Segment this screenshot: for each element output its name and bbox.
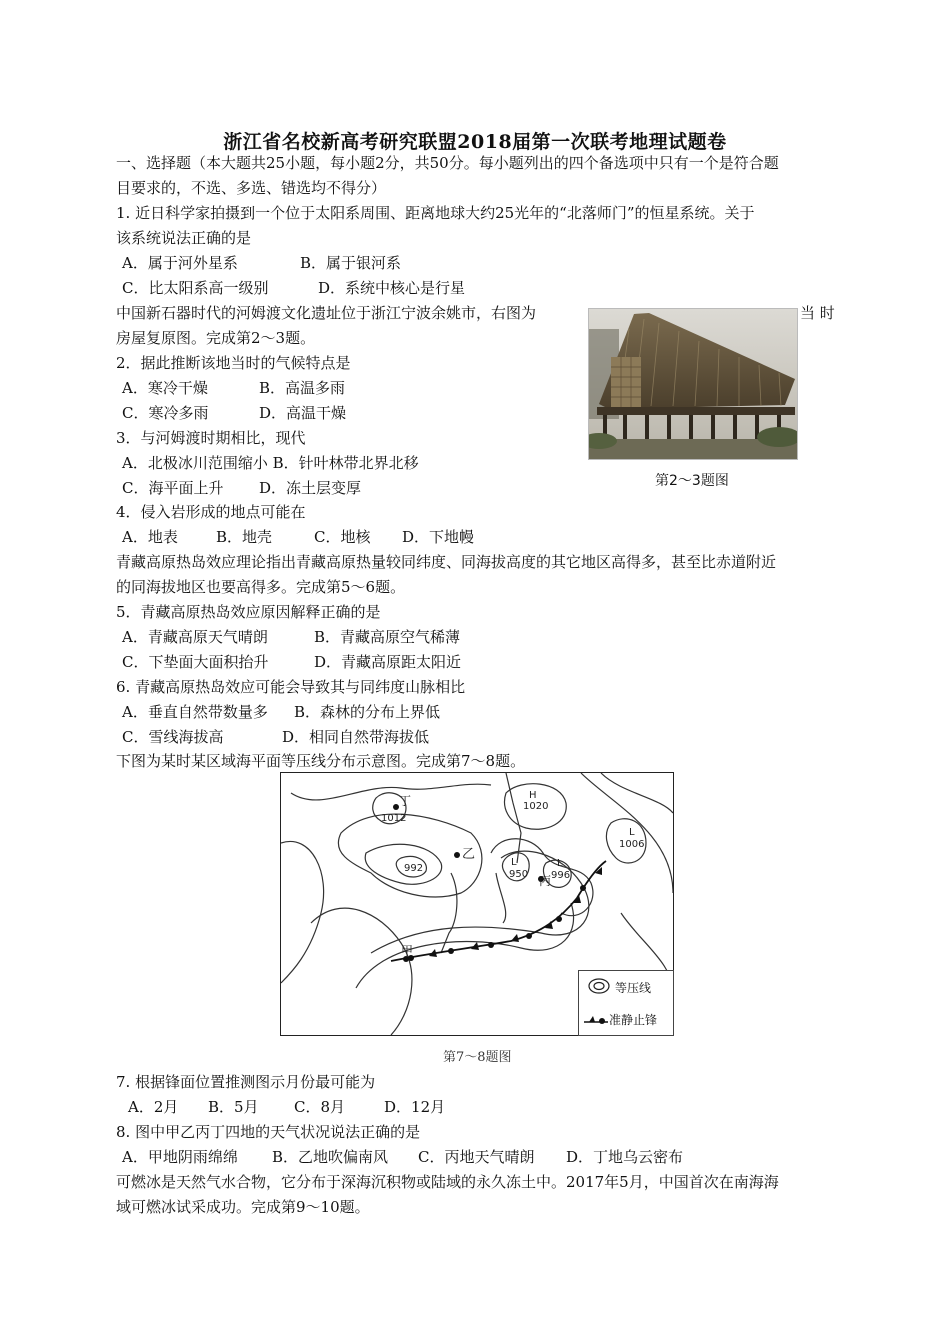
hemudu-house-photo [588,308,798,460]
legend-front-label: 准静止锋 [609,1013,658,1027]
point-yi [454,852,460,858]
front-legend-icon [583,1013,609,1027]
q6-option-d: D．相同自然带海拔低 [282,728,430,746]
q6-option-c: C．雪线海拔高 [122,728,224,746]
q2-stem: 2．据此推断该地当时的气候特点是 [116,354,351,372]
q5-option-b: B．青藏高原空气稀薄 [314,628,461,646]
page-title: 浙江省名校新高考研究联盟2018届第一次联考地理试题卷 [223,131,727,153]
q5-options-ab [122,627,460,647]
q4-options [122,527,474,547]
q2-option-a: A．寒冷干燥 [122,379,208,397]
q5-stem: 5．青藏高原热岛效应原因解释正确的是 [116,603,381,621]
material-78-text: 下图为某时某区域海平面等压线分布示意图。完成第7～8题。 [116,752,526,770]
house-figure-caption: 第2～3题图 [655,473,729,489]
q7-option-a: A．2月 [128,1098,179,1116]
q4-stem: 4．侵入岩形成的地点可能在 [116,503,306,521]
q2-options-cd [122,403,346,423]
q4-option-b: B．地壳 [216,528,273,546]
q5-option-a: A．青藏高原天气晴朗 [122,628,268,646]
material-23-text: 中国新石器时代的河姆渡文化遗址位于浙江宁波余姚市，右图为 [116,304,537,322]
q7-option-d: D．12月 [384,1098,446,1116]
thatched-house-illustration [589,309,797,459]
q6-options-ab [122,702,440,722]
q5-option-d: D．青藏高原距太阳近 [314,653,462,671]
q2-option-b: B．高温多雨 [259,379,346,397]
q1-stem: 1. 近日科学家拍摄到一个位于太阳系周围、距离地球大约25光年的“北落师门”的恒星系统。关于 [116,204,755,222]
material-23-text-tail: 当 时 [800,304,835,322]
material-23-text-cont: 房屋复原图。完成第2～3题。 [116,329,316,347]
label-1020: 1020 [523,801,549,812]
q7-option-c: C．8月 [294,1098,346,1116]
label-992: 992 [404,863,424,874]
q3-option-ab: A．北极冰川范围缩小 B．针叶林带北界北移 [122,454,419,472]
q5-option-c: C．下垫面大面积抬升 [122,653,269,671]
q1-option-b: B．属于银河系 [300,254,402,272]
q1-options-ab [122,253,401,273]
q3-options-ab [122,453,419,473]
material-56-text-cont: 的同海拔地区也要高得多。完成第5～6题。 [116,578,406,596]
q8-options [122,1147,683,1167]
label-950: 950 [509,869,529,880]
label-l2: L [511,857,517,868]
q1-stem-cont: 该系统说法正确的是 [116,229,252,247]
label-l1: L [629,827,635,838]
q2-option-d: D．高温干燥 [259,404,347,422]
q7-stem: 7. 根据锋面位置推测图示月份最可能为 [116,1073,376,1091]
q8-option-a: A．甲地阴雨绵绵 [122,1148,238,1166]
q5-options-cd [122,652,461,672]
label-l3: L [557,858,563,869]
q6-option-b: B．森林的分布上界低 [294,703,441,721]
q3-option-d: D．冻土层变厚 [259,479,362,497]
q8-option-c: C．丙地天气晴朗 [418,1148,535,1166]
q1-option-c: C．比太阳系高一级别 [122,279,269,297]
q3-stem: 3．与河姆渡时期相比，现代 [116,429,306,447]
material-56-text: 青藏高原热岛效应理论指出青藏高原热量较同纬度、同海拔高度的其它地区高得多，甚至比赤道附近 [116,553,777,571]
material-910-text-cont: 域可燃冰试采成功。完成第9～10题。 [116,1198,370,1216]
q6-option-a: A．垂直自然带数量多 [122,703,268,721]
q6-options-cd [122,727,429,747]
section-intro: 一、选择题（本大题共25小题，每小题2分，共50分。每小题列出的四个备选项中只有一个是符合题 [116,154,779,172]
q2-option-c: C．寒冷多雨 [122,404,209,422]
q4-option-d: D．下地幔 [402,528,475,546]
material-910-text: 可燃冰是天然气水合物，它分布于深海沉积物或陆域的永久冻土中。2017年5月，中国首次在南海海 [116,1173,779,1191]
q4-option-c: C．地核 [314,528,371,546]
q4-option-a: A．地表 [122,528,178,546]
q8-option-b: B．乙地吹偏南风 [272,1148,389,1166]
q7-option-b: B．5月 [208,1098,259,1116]
label-jia: 甲 [401,944,414,958]
q1-option-a: A．属于河外星系 [122,254,238,272]
label-1012: 1012 [381,813,407,824]
q6-stem: 6. 青藏高原热岛效应可能会导致其与同纬度山脉相比 [116,678,466,696]
q2-options-ab [122,378,345,398]
isobar-legend-icon [587,977,611,995]
q8-stem: 8. 图中甲乙丙丁四地的天气状况说法正确的是 [116,1123,421,1141]
q7-options [128,1097,445,1117]
q1-options-cd [122,278,465,298]
q1-option-d: D．系统中核心是行星 [318,279,466,297]
label-h: H [529,790,537,801]
map-legend [578,970,674,1036]
label-ding: 丁 [399,794,412,808]
label-996: 996 [551,870,571,881]
label-yi: 乙 [462,847,476,862]
q8-option-d: D．丁地乌云密布 [566,1148,684,1166]
label-bing: 丙 [539,874,552,888]
q3-option-c: C．海平面上升 [122,479,224,497]
section-intro-cont: 目要求的，不选、多选、错选均不得分） [116,179,387,197]
label-1006: 1006 [619,839,645,850]
legend-isobar-label: 等压线 [615,981,652,995]
map-figure-caption: 第7～8题图 [443,1050,512,1065]
q3-options-cd [122,478,361,498]
